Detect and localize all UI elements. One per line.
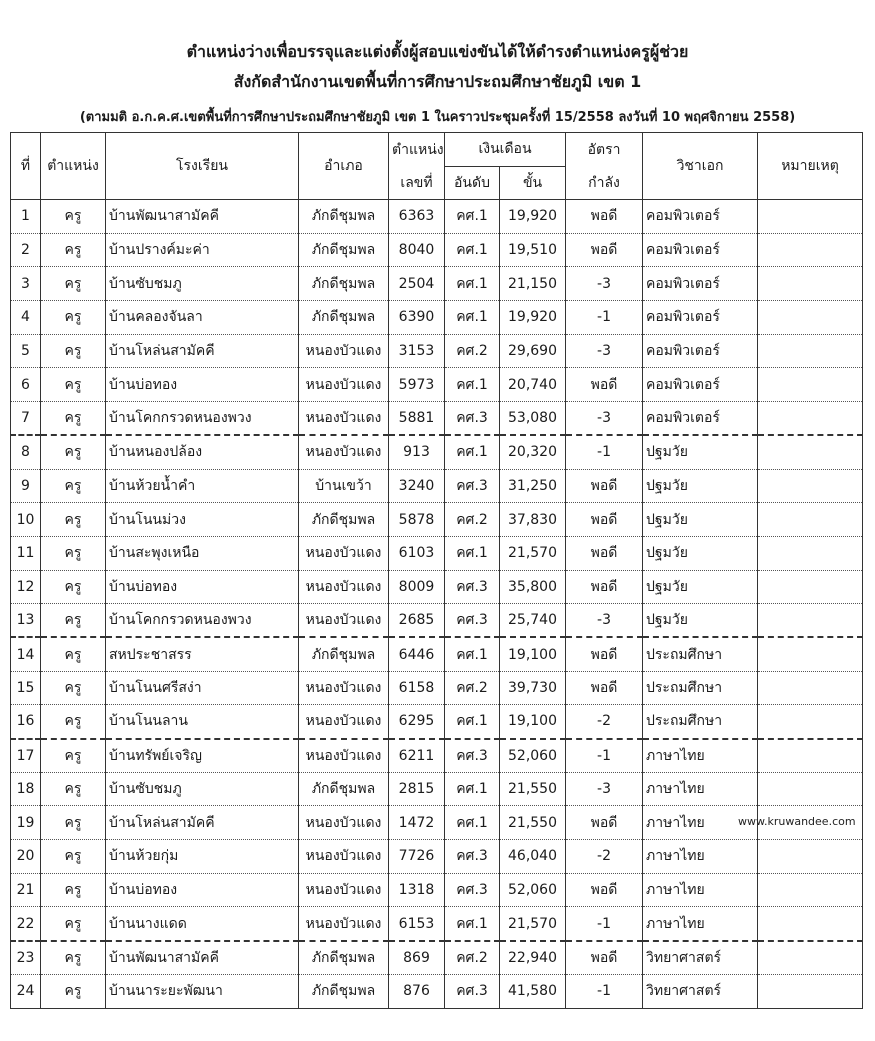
cell-position-no: 6158: [389, 671, 445, 705]
cell-position-no: 2685: [389, 604, 445, 638]
cell-step: 19,920: [500, 200, 566, 234]
header-major: วิชาเอก: [643, 133, 758, 200]
cell-district: หนองบัวแดง: [299, 435, 389, 469]
header-position-no-bottom: เลขที่: [389, 166, 445, 200]
cell-major: ประถมศึกษา: [643, 671, 758, 705]
cell-position: ครู: [41, 671, 106, 705]
cell-remark: [758, 301, 863, 335]
cell-school: บ้านนางแดด: [106, 907, 299, 941]
cell-rate: -1: [566, 907, 643, 941]
cell-no: 23: [11, 941, 41, 975]
cell-major: ปฐมวัย: [643, 469, 758, 503]
cell-rate: พอดี: [566, 806, 643, 840]
cell-position: ครู: [41, 637, 106, 671]
cell-position: ครู: [41, 907, 106, 941]
cell-rate: -3: [566, 402, 643, 436]
cell-remark: [758, 974, 863, 1008]
cell-remark: [758, 503, 863, 537]
cell-step: 21,570: [500, 907, 566, 941]
cell-position: ครู: [41, 536, 106, 570]
cell-rate: พอดี: [566, 570, 643, 604]
cell-district: หนองบัวแดง: [299, 536, 389, 570]
cell-position-no: 3240: [389, 469, 445, 503]
cell-school: บ้านบ่อทอง: [106, 570, 299, 604]
cell-step: 21,150: [500, 267, 566, 301]
table-row: [11, 806, 863, 840]
cell-no: 15: [11, 671, 41, 705]
cell-district: ภักดีชุมพล: [299, 200, 389, 234]
cell-district: ภักดีชุมพล: [299, 637, 389, 671]
cell-school: บ้านโนนศรีสง่า: [106, 671, 299, 705]
cell-no: 21: [11, 873, 41, 907]
cell-remark: [758, 739, 863, 773]
cell-rate: พอดี: [566, 368, 643, 402]
cell-rank: คศ.1: [445, 233, 500, 267]
cell-rank: คศ.1: [445, 536, 500, 570]
vacancy-table: [10, 132, 863, 1009]
cell-position: ครู: [41, 267, 106, 301]
cell-rate: -3: [566, 772, 643, 806]
cell-step: 35,800: [500, 570, 566, 604]
cell-rate: -1: [566, 739, 643, 773]
cell-district: ภักดีชุมพล: [299, 772, 389, 806]
cell-rate: -1: [566, 435, 643, 469]
cell-rank: คศ.1: [445, 301, 500, 335]
cell-district: หนองบัวแดง: [299, 334, 389, 368]
cell-step: 21,570: [500, 536, 566, 570]
cell-remark: [758, 233, 863, 267]
cell-school: บ้านนาระยะพัฒนา: [106, 974, 299, 1008]
cell-remark: [758, 402, 863, 436]
cell-major: ปฐมวัย: [643, 536, 758, 570]
cell-rank: คศ.3: [445, 739, 500, 773]
cell-district: หนองบัวแดง: [299, 705, 389, 739]
cell-no: 19: [11, 806, 41, 840]
cell-school: บ้านพัฒนาสามัคคี: [106, 200, 299, 234]
cell-school: บ้านบ่อทอง: [106, 368, 299, 402]
table-row: [11, 671, 863, 705]
cell-rate: -1: [566, 974, 643, 1008]
cell-rank: คศ.1: [445, 705, 500, 739]
table-row: [11, 705, 863, 739]
cell-rate: พอดี: [566, 873, 643, 907]
cell-position: ครู: [41, 873, 106, 907]
cell-rate: พอดี: [566, 536, 643, 570]
cell-district: ภักดีชุมพล: [299, 503, 389, 537]
cell-step: 39,730: [500, 671, 566, 705]
cell-no: 4: [11, 301, 41, 335]
cell-remark: [758, 637, 863, 671]
cell-school: บ้านสะพุงเหนือ: [106, 536, 299, 570]
table-row: [11, 503, 863, 537]
table-row: [11, 739, 863, 773]
cell-district: หนองบัวแดง: [299, 840, 389, 874]
cell-remark: [758, 671, 863, 705]
cell-position: ครู: [41, 772, 106, 806]
cell-rank: คศ.1: [445, 637, 500, 671]
header-no: ที่: [11, 133, 41, 200]
header-rate-bottom: กำลัง: [566, 166, 643, 200]
cell-major: ภาษาไทย: [643, 907, 758, 941]
table-row: [11, 435, 863, 469]
cell-remark: [758, 435, 863, 469]
table-row: [11, 267, 863, 301]
cell-step: 46,040: [500, 840, 566, 874]
cell-position-no: 876: [389, 974, 445, 1008]
cell-position: ครู: [41, 402, 106, 436]
header-rank: อันดับ: [445, 166, 500, 200]
cell-no: 8: [11, 435, 41, 469]
cell-remark: [758, 536, 863, 570]
cell-remark: [758, 941, 863, 975]
cell-rank: คศ.3: [445, 570, 500, 604]
cell-school: บ้านทรัพย์เจริญ: [106, 739, 299, 773]
cell-position-no: 6211: [389, 739, 445, 773]
cell-school: บ้านห้วยน้ำคำ: [106, 469, 299, 503]
cell-rate: พอดี: [566, 233, 643, 267]
cell-district: ภักดีชุมพล: [299, 267, 389, 301]
cell-remark: [758, 840, 863, 874]
table-row: [11, 233, 863, 267]
cell-position-no: 6103: [389, 536, 445, 570]
cell-school: บ้านคลองจันลา: [106, 301, 299, 335]
cell-rank: คศ.2: [445, 671, 500, 705]
table-row: [11, 637, 863, 671]
cell-major: คอมพิวเตอร์: [643, 301, 758, 335]
cell-district: หนองบัวแดง: [299, 907, 389, 941]
cell-position-no: 6390: [389, 301, 445, 335]
cell-no: 17: [11, 739, 41, 773]
cell-position-no: 869: [389, 941, 445, 975]
cell-major: ปฐมวัย: [643, 570, 758, 604]
cell-position-no: 1318: [389, 873, 445, 907]
table-row: [11, 941, 863, 975]
header-rate-top: อัตรา: [566, 133, 643, 167]
cell-position-no: 7726: [389, 840, 445, 874]
cell-major: คอมพิวเตอร์: [643, 233, 758, 267]
cell-major: คอมพิวเตอร์: [643, 334, 758, 368]
table-row: [11, 570, 863, 604]
cell-major: ภาษาไทย: [643, 873, 758, 907]
cell-rank: คศ.2: [445, 503, 500, 537]
cell-position-no: 1472: [389, 806, 445, 840]
header-position-no-top: ตำแหน่ง: [389, 133, 445, 167]
cell-position: ครู: [41, 503, 106, 537]
cell-position-no: 6446: [389, 637, 445, 671]
cell-position-no: 6153: [389, 907, 445, 941]
cell-major: คอมพิวเตอร์: [643, 402, 758, 436]
cell-major: ปฐมวัย: [643, 435, 758, 469]
cell-rank: คศ.1: [445, 907, 500, 941]
cell-rank: คศ.3: [445, 402, 500, 436]
cell-district: ภักดีชุมพล: [299, 301, 389, 335]
cell-no: 10: [11, 503, 41, 537]
cell-position-no: 8040: [389, 233, 445, 267]
cell-district: ภักดีชุมพล: [299, 974, 389, 1008]
cell-rank: คศ.1: [445, 200, 500, 234]
cell-position: ครู: [41, 739, 106, 773]
cell-step: 29,690: [500, 334, 566, 368]
cell-district: หนองบัวแดง: [299, 671, 389, 705]
header-salary: เงินเดือน: [445, 133, 566, 167]
cell-position-no: 2815: [389, 772, 445, 806]
cell-district: หนองบัวแดง: [299, 739, 389, 773]
table-row: [11, 200, 863, 234]
header-school: โรงเรียน: [106, 133, 299, 200]
cell-position-no: 3153: [389, 334, 445, 368]
cell-position: ครู: [41, 368, 106, 402]
document-title: ตำแหน่งว่างเพื่อบรรจุและแต่งตั้งผู้สอบแข่งขันได้ให้ดำรงตำแหน่งครูผู้ช่วย: [186, 42, 689, 61]
cell-rank: คศ.1: [445, 806, 500, 840]
cell-no: 20: [11, 840, 41, 874]
cell-rate: -2: [566, 705, 643, 739]
cell-position-no: 5881: [389, 402, 445, 436]
cell-remark: [758, 772, 863, 806]
cell-rank: คศ.1: [445, 772, 500, 806]
cell-school: บ้านโคกกรวดหนองพวง: [106, 402, 299, 436]
header-remark: หมายเหตุ: [758, 133, 863, 200]
cell-rate: -3: [566, 604, 643, 638]
cell-rank: คศ.3: [445, 840, 500, 874]
cell-rate: พอดี: [566, 637, 643, 671]
cell-remark: [758, 334, 863, 368]
cell-major: ปฐมวัย: [643, 604, 758, 638]
cell-rank: คศ.2: [445, 334, 500, 368]
cell-step: 31,250: [500, 469, 566, 503]
table-row: [11, 604, 863, 638]
cell-no: 18: [11, 772, 41, 806]
cell-position-no: 913: [389, 435, 445, 469]
cell-school: บ้านโนนลาน: [106, 705, 299, 739]
cell-major: ประถมศึกษา: [643, 705, 758, 739]
table-row: [11, 974, 863, 1008]
cell-position: ครู: [41, 334, 106, 368]
cell-major: ภาษาไทย: [643, 806, 758, 840]
cell-major: คอมพิวเตอร์: [643, 368, 758, 402]
cell-remark: [758, 570, 863, 604]
cell-step: 19,100: [500, 637, 566, 671]
cell-school: บ้านซับชมภู: [106, 267, 299, 301]
cell-rank: คศ.1: [445, 267, 500, 301]
header-district: อำเภอ: [299, 133, 389, 200]
cell-major: คอมพิวเตอร์: [643, 267, 758, 301]
cell-position: ครู: [41, 840, 106, 874]
table-row: [11, 469, 863, 503]
cell-remark: [758, 604, 863, 638]
table-row: [11, 368, 863, 402]
cell-position-no: 6363: [389, 200, 445, 234]
cell-remark: [758, 200, 863, 234]
cell-district: ภักดีชุมพล: [299, 233, 389, 267]
cell-remark: [758, 907, 863, 941]
cell-no: 13: [11, 604, 41, 638]
cell-step: 21,550: [500, 772, 566, 806]
cell-rank: คศ.1: [445, 435, 500, 469]
cell-position: ครู: [41, 806, 106, 840]
cell-school: บ้านโหล่นสามัคคี: [106, 806, 299, 840]
cell-rank: คศ.3: [445, 604, 500, 638]
table-header: [11, 133, 863, 200]
cell-no: 6: [11, 368, 41, 402]
cell-no: 11: [11, 536, 41, 570]
cell-position-no: 8009: [389, 570, 445, 604]
table-row: [11, 907, 863, 941]
table-row: [11, 301, 863, 335]
cell-step: 25,740: [500, 604, 566, 638]
cell-major: วิทยาศาสตร์: [643, 974, 758, 1008]
cell-major: ภาษาไทย: [643, 739, 758, 773]
cell-step: 53,080: [500, 402, 566, 436]
cell-district: หนองบัวแดง: [299, 604, 389, 638]
table-row: [11, 402, 863, 436]
cell-no: 3: [11, 267, 41, 301]
cell-district: หนองบัวแดง: [299, 570, 389, 604]
table-row: [11, 536, 863, 570]
cell-major: ภาษาไทย: [643, 840, 758, 874]
cell-step: 19,920: [500, 301, 566, 335]
cell-district: หนองบัวแดง: [299, 873, 389, 907]
cell-step: 20,740: [500, 368, 566, 402]
cell-step: 37,830: [500, 503, 566, 537]
document-note: (ตามมติ อ.ก.ค.ศ.เขตพื้นที่การศึกษาประถมศึกษาชัยภูมิ เขต 1 ในคราวประชุมครั้งที่ 15/2558 ลงวันที่ 10 พฤศจิกายน 2558): [79, 110, 796, 125]
cell-step: 21,550: [500, 806, 566, 840]
cell-rate: พอดี: [566, 469, 643, 503]
watermark-text: www.kruwandee.com: [738, 815, 856, 828]
cell-step: 22,940: [500, 941, 566, 975]
cell-rate: พอดี: [566, 671, 643, 705]
cell-position: ครู: [41, 604, 106, 638]
cell-no: 5: [11, 334, 41, 368]
cell-no: 14: [11, 637, 41, 671]
cell-step: 41,580: [500, 974, 566, 1008]
cell-school: บ้านหนองปล้อง: [106, 435, 299, 469]
cell-no: 24: [11, 974, 41, 1008]
cell-no: 7: [11, 402, 41, 436]
cell-major: วิทยาศาสตร์: [643, 941, 758, 975]
cell-district: ภักดีชุมพล: [299, 941, 389, 975]
header-position: ตำแหน่ง: [41, 133, 106, 200]
cell-district: หนองบัวแดง: [299, 402, 389, 436]
cell-district: บ้านเขว้า: [299, 469, 389, 503]
cell-remark: [758, 469, 863, 503]
cell-position: ครู: [41, 469, 106, 503]
cell-rank: คศ.3: [445, 873, 500, 907]
cell-rate: -2: [566, 840, 643, 874]
cell-school: บ้านบ่อทอง: [106, 873, 299, 907]
cell-rank: คศ.2: [445, 941, 500, 975]
cell-position-no: 2504: [389, 267, 445, 301]
cell-position: ครู: [41, 570, 106, 604]
cell-step: 52,060: [500, 739, 566, 773]
cell-position: ครู: [41, 974, 106, 1008]
cell-position: ครู: [41, 941, 106, 975]
cell-remark: [758, 267, 863, 301]
header-step: ขั้น: [500, 166, 566, 200]
cell-no: 2: [11, 233, 41, 267]
cell-rank: คศ.3: [445, 469, 500, 503]
cell-district: หนองบัวแดง: [299, 806, 389, 840]
cell-rate: -1: [566, 301, 643, 335]
cell-step: 52,060: [500, 873, 566, 907]
cell-major: ภาษาไทย: [643, 772, 758, 806]
cell-position: ครู: [41, 301, 106, 335]
cell-school: บ้านซับชมภู: [106, 772, 299, 806]
cell-no: 22: [11, 907, 41, 941]
cell-rate: -3: [566, 267, 643, 301]
cell-rate: พอดี: [566, 503, 643, 537]
cell-position-no: 5878: [389, 503, 445, 537]
cell-school: บ้านพัฒนาสามัคคี: [106, 941, 299, 975]
cell-position-no: 5973: [389, 368, 445, 402]
cell-position: ครู: [41, 200, 106, 234]
cell-position: ครู: [41, 705, 106, 739]
cell-step: 19,100: [500, 705, 566, 739]
cell-no: 16: [11, 705, 41, 739]
cell-no: 12: [11, 570, 41, 604]
table-row: [11, 334, 863, 368]
table-row: [11, 873, 863, 907]
cell-position: ครู: [41, 435, 106, 469]
cell-rate: พอดี: [566, 200, 643, 234]
cell-no: 9: [11, 469, 41, 503]
cell-school: บ้านปรางค์มะค่า: [106, 233, 299, 267]
cell-school: บ้านโหล่นสามัคคี: [106, 334, 299, 368]
cell-major: ประถมศึกษา: [643, 637, 758, 671]
cell-remark: [758, 368, 863, 402]
cell-rate: พอดี: [566, 941, 643, 975]
cell-major: ปฐมวัย: [643, 503, 758, 537]
cell-school: บ้านห้วยกุ่ม: [106, 840, 299, 874]
cell-rate: -3: [566, 334, 643, 368]
cell-school: บ้านโนนม่วง: [106, 503, 299, 537]
cell-school: บ้านโคกกรวดหนองพวง: [106, 604, 299, 638]
cell-remark: [758, 873, 863, 907]
cell-major: คอมพิวเตอร์: [643, 200, 758, 234]
cell-position: ครู: [41, 233, 106, 267]
cell-remark: [758, 705, 863, 739]
cell-position-no: 6295: [389, 705, 445, 739]
table-row: [11, 772, 863, 806]
table-body: [11, 200, 863, 1009]
cell-school: สหประชาสรร: [106, 637, 299, 671]
cell-district: หนองบัวแดง: [299, 368, 389, 402]
table-row: [11, 840, 863, 874]
cell-step: 20,320: [500, 435, 566, 469]
document-subtitle: สังกัดสำนักงานเขตพื้นที่การศึกษาประถมศึกษาชัยภูมิ เขต 1: [233, 72, 642, 91]
cell-no: 1: [11, 200, 41, 234]
cell-step: 19,510: [500, 233, 566, 267]
cell-rank: คศ.1: [445, 368, 500, 402]
cell-rank: คศ.3: [445, 974, 500, 1008]
